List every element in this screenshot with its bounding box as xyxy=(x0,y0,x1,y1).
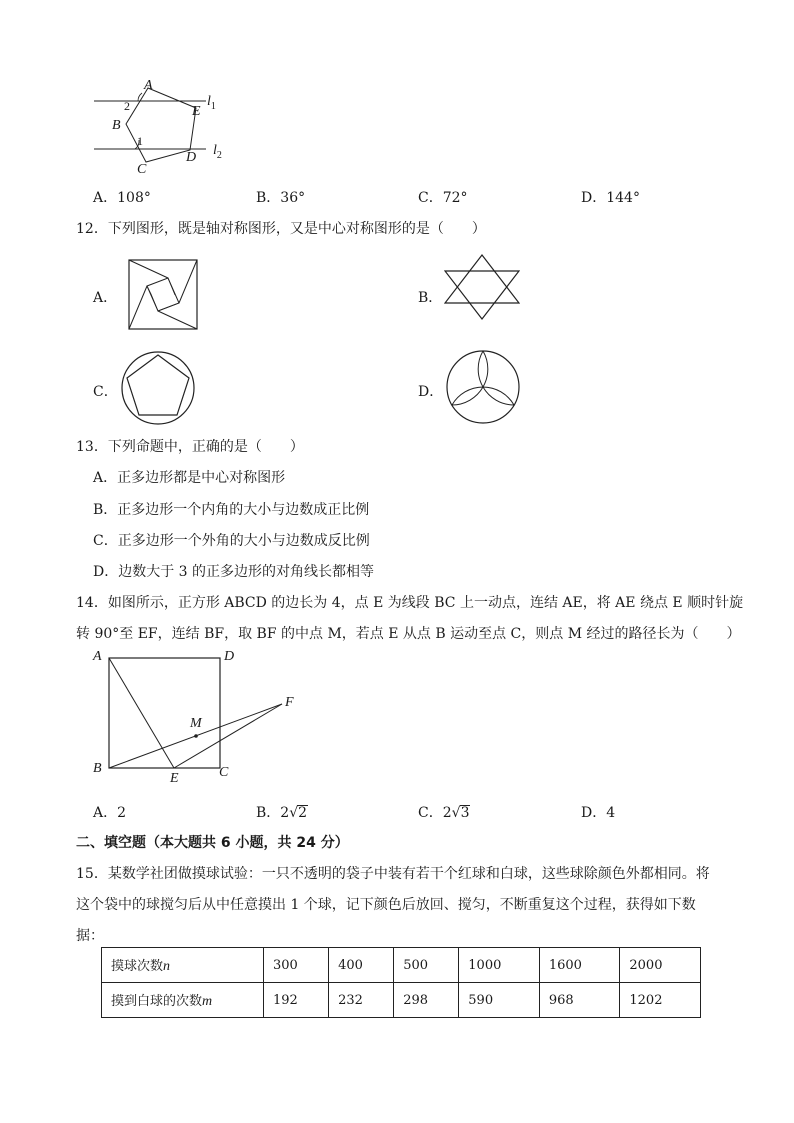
q12-option-a[interactable]: A． xyxy=(93,290,118,306)
table-cell: 1000 xyxy=(459,948,540,983)
table-cell: 590 xyxy=(459,983,540,1018)
q11-label-B: B xyxy=(112,118,121,133)
q12-option-b[interactable]: B． xyxy=(418,290,443,306)
q14-label-D: D xyxy=(224,649,235,664)
q13-option-a[interactable]: A．正多边形都是中心对称图形 xyxy=(93,470,286,486)
circle-three-arcs-icon xyxy=(446,349,520,425)
q13-option-b[interactable]: B．正多边形一个内角的大小与边数成正比例 xyxy=(93,502,370,518)
hexagram-icon xyxy=(444,254,520,320)
circle-pentagon-icon xyxy=(120,350,196,426)
q11-label-C: C xyxy=(137,162,147,177)
q14-label-C: C xyxy=(219,765,229,780)
angle-2-arc xyxy=(138,93,142,101)
q11-label-D: D xyxy=(186,150,197,165)
q14-label-B: B xyxy=(93,761,102,776)
table-cell: 192 xyxy=(264,983,329,1018)
table-header-cell: 摸球次数n xyxy=(102,948,264,983)
radicand: 2 xyxy=(298,805,308,821)
sqrt-symbol: √ xyxy=(289,805,299,821)
q11-option-b[interactable]: B．36° xyxy=(256,190,306,206)
q11-label-angle2: 2 xyxy=(124,99,130,113)
q15-data-table xyxy=(101,947,701,1018)
section-title: 二、填空题（本大题共 6 小题，共 24 分） xyxy=(76,835,349,851)
table-cell: 298 xyxy=(394,983,459,1018)
q13-option-d[interactable]: D．边数大于 3 的正多边形的对角线长都相等 xyxy=(93,564,375,580)
table-cell: 300 xyxy=(264,948,329,983)
table-cell: 968 xyxy=(539,983,620,1018)
q11-option-a[interactable]: A．108° xyxy=(93,190,151,206)
point-m xyxy=(194,734,198,738)
table-row xyxy=(102,948,701,983)
q15-question-line2: 这个袋中的球搅匀后从中任意摸出 1 个球，记下颜色后放回、搅匀，不断重复这个过程，获得如下数 xyxy=(76,897,696,913)
q14-figure xyxy=(100,650,290,775)
q14-question-line2: 转 90°至 EF，连结 BF，取 BF 的中点 M，若点 E 从点 B 运动至点 C，则点 M 经过的路径长为（ ） xyxy=(76,626,741,642)
table-cell: 1600 xyxy=(539,948,620,983)
q12-option-c[interactable]: C． xyxy=(93,384,118,400)
table-cell: 400 xyxy=(329,948,394,983)
q14-option-c[interactable]: C．2√3 xyxy=(418,805,470,821)
q11-label-angle1: 1 xyxy=(137,134,143,148)
q14-option-a[interactable]: A．2 xyxy=(93,805,127,821)
q14-option-d[interactable]: D．4 xyxy=(581,805,616,821)
segment-ef xyxy=(174,704,282,768)
q12-option-d[interactable]: D． xyxy=(418,384,444,400)
square-pinwheel-icon xyxy=(128,259,198,330)
q12-question: 12．下列图形，既是轴对称图形，又是中心对称图形的是（ ） xyxy=(76,221,486,237)
q14-label-A: A xyxy=(93,649,102,664)
table-cell: 2000 xyxy=(620,948,701,983)
table-cell: 232 xyxy=(329,983,394,1018)
q11-label-E: E xyxy=(192,104,201,119)
q14-label-M: M xyxy=(190,716,202,731)
sqrt-symbol: √ xyxy=(451,805,461,821)
q15-question-line3: 据： xyxy=(76,928,104,944)
q14-label-E: E xyxy=(170,771,179,786)
table-header-cell: 摸到白球的次数m xyxy=(102,983,264,1018)
table-cell: 500 xyxy=(394,948,459,983)
q14-label-F: F xyxy=(285,695,294,710)
q11-label-l2: $l_2$ xyxy=(213,143,222,161)
table-row xyxy=(102,983,701,1018)
q11-option-c[interactable]: C．72° xyxy=(418,190,468,206)
table-cell: 1202 xyxy=(620,983,701,1018)
q13-question: 13．下列命题中，正确的是（ ） xyxy=(76,439,304,455)
q14-question-line1: 14．如图所示，正方形 ABCD 的边长为 4，点 E 为线段 BC 上一动点，连结 AE，将 AE 绕点 E 顺时针旋 xyxy=(76,595,744,611)
q11-label-A: A xyxy=(144,78,153,93)
q14-option-b[interactable]: B．2√2 xyxy=(256,805,308,821)
segment-ae xyxy=(109,658,174,768)
q13-option-c[interactable]: C．正多边形一个外角的大小与边数成反比例 xyxy=(93,533,370,549)
q15-question-line1: 15．某数学社团做摸球试验：一只不透明的袋子中装有若干个红球和白球，这些球除颜色外都相同。将 xyxy=(76,866,710,882)
q11-label-l1: $l_1$ xyxy=(207,94,216,112)
q11-option-d[interactable]: D．144° xyxy=(581,190,640,206)
radicand: 3 xyxy=(460,805,470,821)
